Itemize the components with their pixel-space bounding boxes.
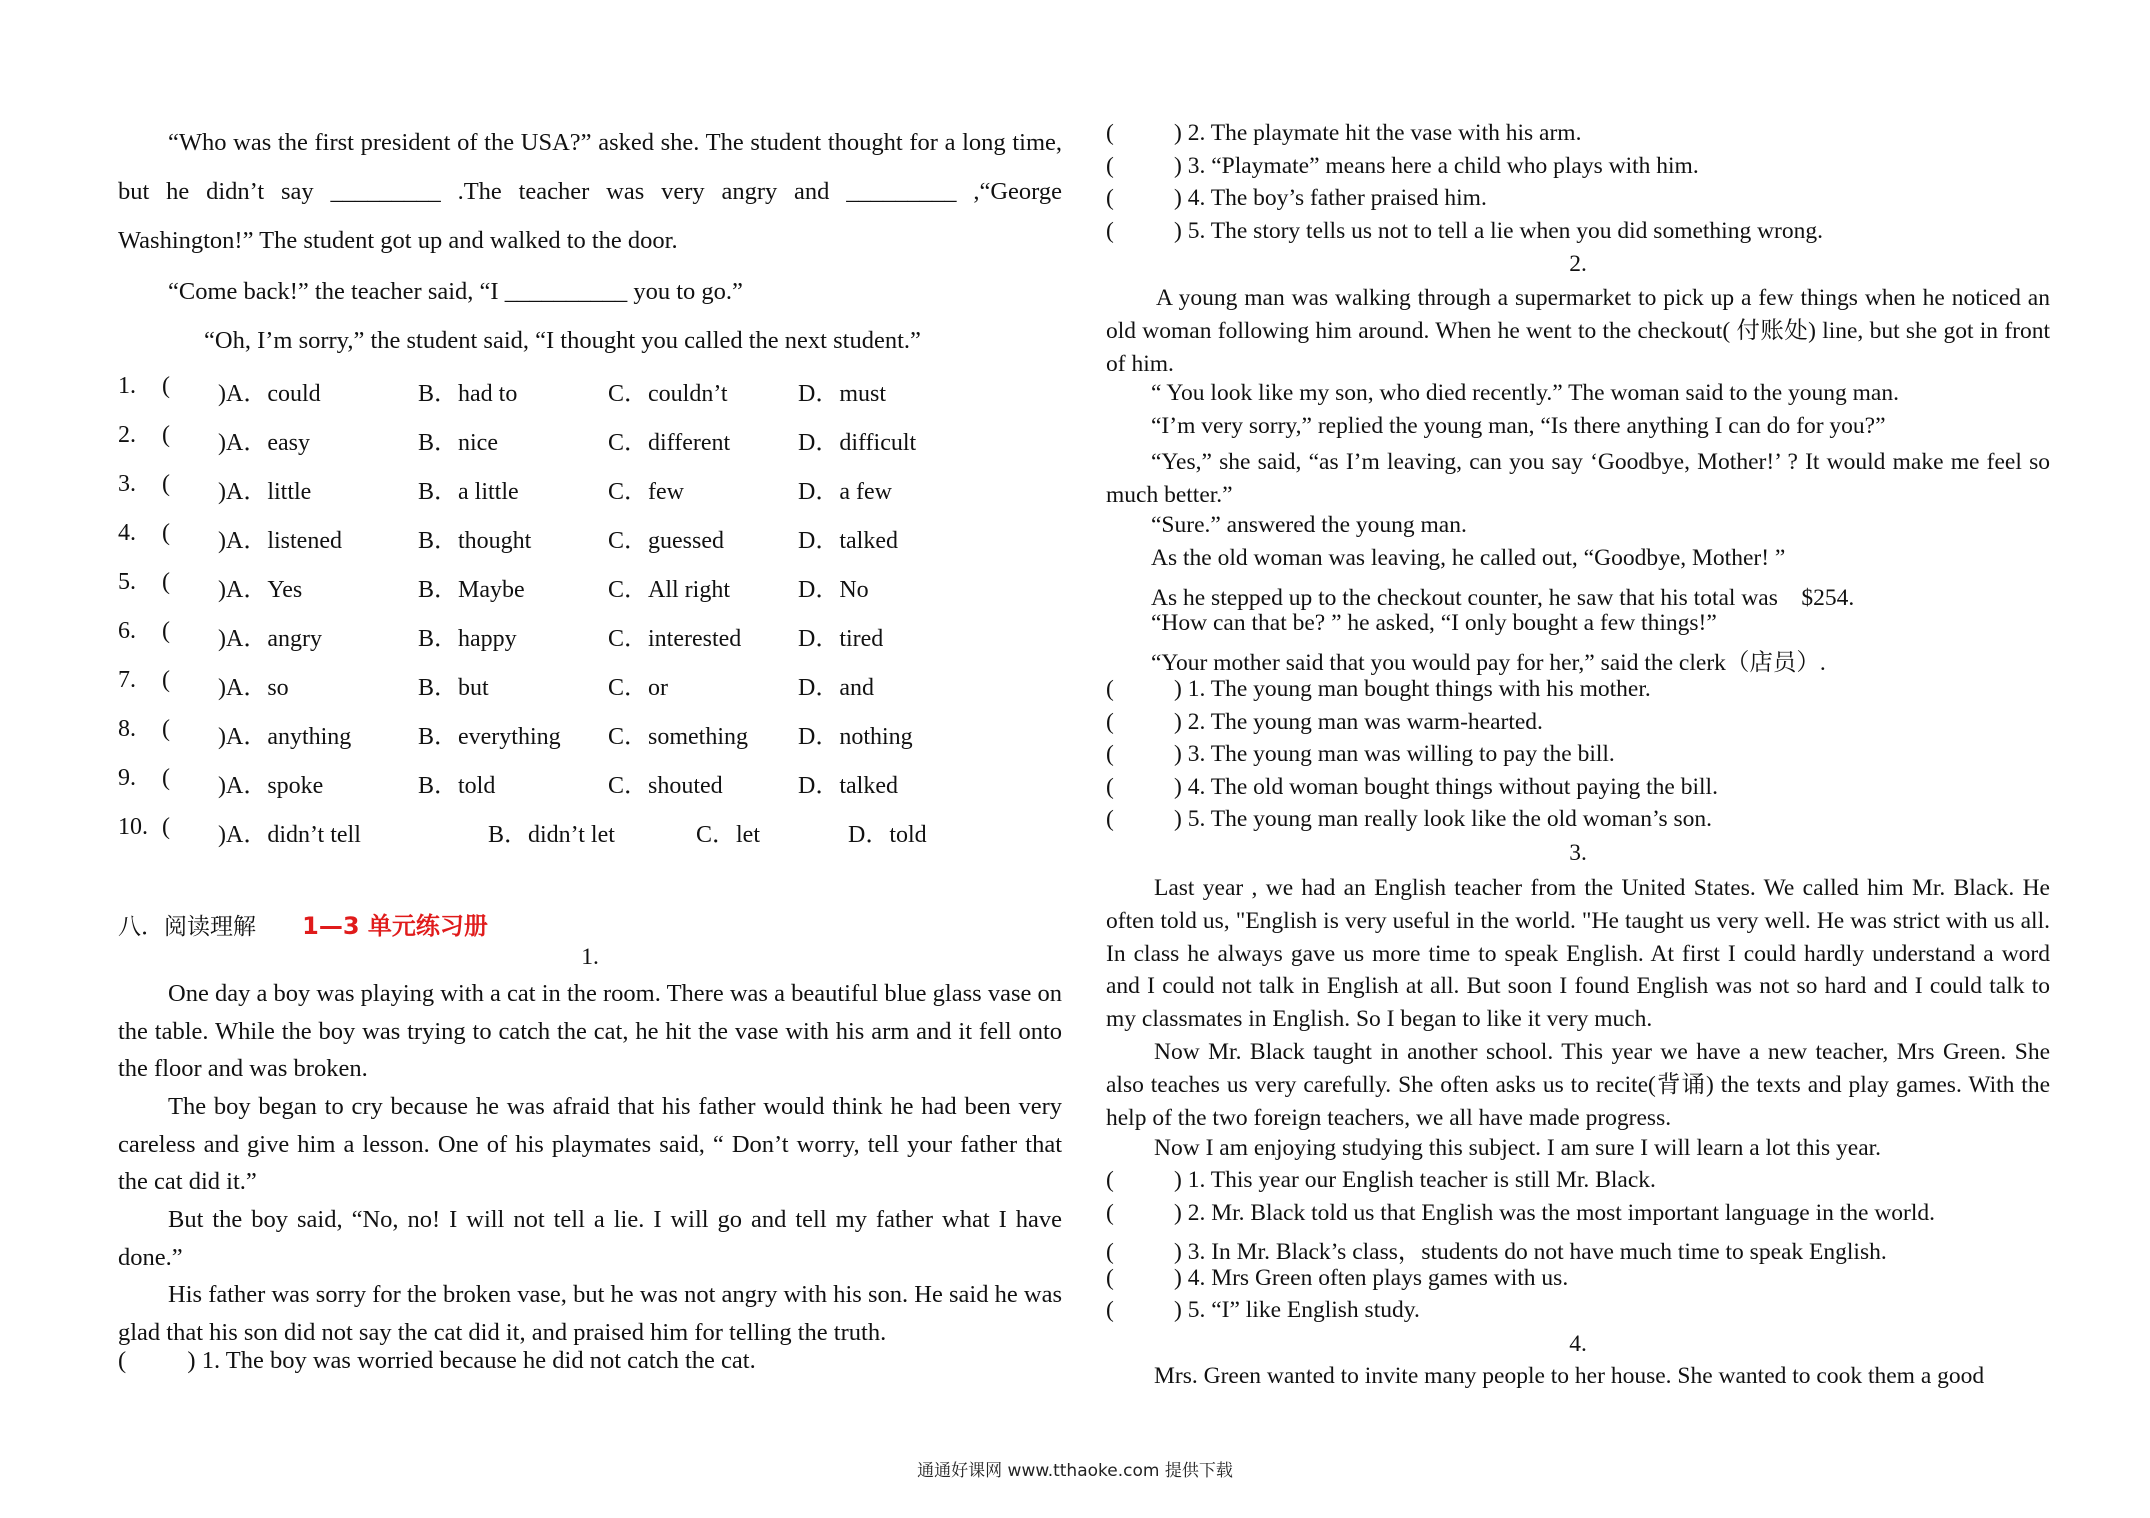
passage-2-question-3 bbox=[1106, 741, 1615, 768]
passage-3-question-2 bbox=[1106, 1200, 1935, 1227]
answer-paren: ( bbox=[162, 814, 170, 840]
answer-paren: ( bbox=[162, 373, 170, 399]
question-text: ) 2. Mr. Black told us that English was the most important language in the world. bbox=[1174, 1199, 1936, 1226]
passage-3-para-2: Now Mr. Black taught in another school. This year we have a new teacher, Mrs Green. She also teaches us very carefully. She often asks us to recite(背诵) the texts and play games. With the help of the two foreign teachers, we all have made progress. bbox=[1106, 1039, 2050, 1131]
passage-2-para-8: “How can that be? ” he asked, “I only bought a few things!” bbox=[1151, 610, 1717, 636]
question-text: ) 3. “Playmate” means here a child who plays with him. bbox=[1174, 152, 1699, 179]
option-c: C．different bbox=[608, 430, 731, 456]
answer-paren: ( bbox=[1106, 185, 1114, 212]
option-c: C．or bbox=[608, 675, 668, 701]
question-text: ) 5. The young man really look like the old woman’s son. bbox=[1174, 806, 1713, 833]
option-a: )A．little bbox=[218, 479, 312, 505]
option-d: D．must bbox=[798, 381, 887, 407]
option-a: )A．anything bbox=[218, 724, 352, 750]
option-b: B．but bbox=[418, 675, 489, 701]
section-heading bbox=[118, 906, 488, 941]
answer-paren: ( bbox=[162, 765, 170, 791]
question-text: ) 2. The young man was warm-hearted. bbox=[1174, 708, 1543, 735]
question-number: 1. bbox=[118, 373, 136, 399]
option-a: )A．so bbox=[218, 675, 289, 701]
question-text: ) 4. Mrs Green often plays games with us. bbox=[1174, 1264, 1569, 1291]
answer-paren: ( bbox=[1106, 120, 1114, 146]
question-text: ) 2. The playmate hit the vase with his arm. bbox=[1174, 120, 1582, 146]
option-a: )A．could bbox=[218, 381, 321, 407]
option-b: B．nice bbox=[418, 430, 498, 456]
answer-paren: ( bbox=[162, 667, 170, 693]
answer-paren: ( bbox=[1106, 152, 1114, 179]
passage-2-para-9: “Your mother said that you would pay for her,” said the clerk（店员）. bbox=[1151, 650, 1826, 676]
option-c: C．let bbox=[696, 822, 760, 848]
passage-2-para-3: “I’m very sorry,” replied the young man, “Is there anything I can do for you?” bbox=[1151, 413, 1886, 439]
passage-1-question-1: ( ) 1. The boy was worried because he did not catch the cat. bbox=[118, 1347, 756, 1374]
question-text: ) 4. The old woman bought things without paying the bill. bbox=[1174, 773, 1718, 800]
answer-paren: ( bbox=[162, 716, 170, 742]
passage-4-number: 4. bbox=[1569, 1331, 1587, 1357]
option-a: )A．didn’t tell bbox=[218, 822, 361, 848]
section-note: 1—3 单元练习册 bbox=[302, 912, 488, 940]
question-number: 8. bbox=[118, 716, 136, 742]
passage-2-number: 2. bbox=[1569, 251, 1587, 277]
passage-2-para-4: “Yes,” she said, “as I’m leaving, can you say ‘Goodbye, Mother!’ ? It would make me feel so much better.” bbox=[1106, 449, 2050, 508]
option-b: B．everything bbox=[418, 724, 561, 750]
question-text: ) 3. In Mr. Black’s class，students do not have much time to speak English. bbox=[1174, 1239, 1887, 1266]
option-d: D．nothing bbox=[798, 724, 913, 750]
passage-2-para-7: As he stepped up to the checkout counter, he saw that his total was $254. bbox=[1151, 585, 1855, 611]
passage-2-question-4 bbox=[1106, 774, 1718, 801]
passage-1-para-4: His father was sorry for the broken vase, but he was not angry with his son. He said he was glad that his son did not say the cat did it, and praised him for telling the truth. bbox=[118, 1281, 1062, 1346]
answer-paren: ( bbox=[1106, 1199, 1114, 1226]
cloze-paragraph-3: “Oh, I’m sorry,” the student said, “I thought you called the next student.” bbox=[204, 327, 921, 354]
option-a: )A．easy bbox=[218, 430, 310, 456]
passage-3-question-4 bbox=[1106, 1265, 1568, 1292]
question-text: ) 5. The story tells us not to tell a lie when you did something wrong. bbox=[1174, 217, 1824, 244]
answer-paren: ( bbox=[1106, 676, 1114, 702]
question-number: 9. bbox=[118, 765, 136, 791]
answer-paren: ( bbox=[162, 422, 170, 448]
option-d: D．and bbox=[798, 675, 874, 701]
option-b: B．Maybe bbox=[418, 577, 525, 603]
option-b: B．had to bbox=[418, 381, 518, 407]
option-d: D．tired bbox=[798, 626, 884, 652]
passage-4-para-1: Mrs. Green wanted to invite many people to her house. She wanted to cook them a good bbox=[1154, 1363, 1985, 1389]
answer-paren: ( bbox=[1106, 741, 1114, 768]
answer-paren: ( bbox=[162, 618, 170, 644]
answer-paren: ( bbox=[162, 569, 170, 595]
question-number: 3. bbox=[118, 471, 136, 497]
passage-2-question-2 bbox=[1106, 709, 1543, 736]
passage-1-question-4 bbox=[1106, 218, 1823, 245]
option-b: B．didn’t let bbox=[488, 822, 615, 848]
passage-1-para-1: One day a boy was playing with a cat in the room. There was a beautiful blue glass vase on the table. While the boy was trying to catch the cat, he hit the vase with his arm and it fell onto the floor and was broken. bbox=[118, 980, 1062, 1082]
question-text: ) 1. The young man bought things with his mother. bbox=[1174, 676, 1651, 702]
question-text: ) 1. This year our English teacher is still Mr. Black. bbox=[1174, 1167, 1656, 1193]
option-c: C．something bbox=[608, 724, 749, 750]
question-text: ) 4. The boy’s father praised him. bbox=[1174, 185, 1487, 212]
option-d: D．No bbox=[798, 577, 869, 603]
question-number: 6. bbox=[118, 618, 136, 644]
option-b: B．told bbox=[418, 773, 496, 799]
passage-2-para-6: As the old woman was leaving, he called out, “Goodbye, Mother! ” bbox=[1151, 545, 1786, 571]
question-number: 2. bbox=[118, 422, 136, 448]
option-c: C．interested bbox=[608, 626, 742, 652]
option-c: C．couldn’t bbox=[608, 381, 728, 407]
passage-1-number: 1. bbox=[581, 944, 599, 970]
question-text: ) 5. “I” like English study. bbox=[1174, 1297, 1420, 1324]
option-b: B．a little bbox=[418, 479, 519, 505]
question-number: 7. bbox=[118, 667, 136, 693]
passage-2-para-2: “ You look like my son, who died recently.” The woman said to the young man. bbox=[1151, 380, 1899, 406]
passage-1-question-3 bbox=[1106, 185, 1487, 212]
passage-2-para-1: A young man was walking through a supermarket to pick up a few things when he noticed an old woman following him around. When he went to the checkout( 付账处) line, but she got in front of him. bbox=[1106, 285, 2050, 377]
answer-paren: ( bbox=[1106, 708, 1114, 735]
option-d: D．a few bbox=[798, 479, 892, 505]
passage-3-question-3 bbox=[1106, 1232, 1887, 1266]
option-d: D．talked bbox=[798, 528, 898, 554]
answer-paren: ( bbox=[1106, 1239, 1114, 1266]
option-c: C．guessed bbox=[608, 528, 724, 554]
answer-paren: ( bbox=[162, 520, 170, 546]
passage-1-question-1 bbox=[1106, 120, 1581, 147]
option-c: C．All right bbox=[608, 577, 731, 603]
answer-paren: ( bbox=[1106, 773, 1114, 800]
answer-paren: ( bbox=[1106, 217, 1114, 244]
question-number: 5. bbox=[118, 569, 136, 595]
option-b: B．thought bbox=[418, 528, 532, 554]
question-number: 4. bbox=[118, 520, 136, 546]
answer-paren: ( bbox=[1106, 1264, 1114, 1291]
option-d: D．talked bbox=[798, 773, 898, 799]
passage-3-para-1: Last year , we had an English teacher from the United States. We called him Mr. Black. He often told us, "English is very useful in the world. "He taught us very well. He was strict with us all. In class he always gave us more time to speak English. At first I could hardly understand a word and I could not talk in English at all. But soon I found English was not so hard and I could talk to my classmates in English. So I began to like it very much. bbox=[1106, 875, 2050, 1033]
passage-3-para-3: Now I am enjoying studying this subject. I am sure I will learn a lot this year. bbox=[1154, 1135, 1882, 1161]
option-d: D．told bbox=[848, 822, 927, 848]
passage-1-question-2 bbox=[1106, 153, 1699, 180]
passage-2-question-5 bbox=[1106, 806, 1712, 833]
answer-paren: ( bbox=[1106, 1167, 1114, 1193]
page-footer: 通通好课网 www.tthaoke.com 提供下载 bbox=[917, 1461, 1233, 1481]
section-title: 八．阅读理解 bbox=[118, 914, 256, 940]
question-number: 10. bbox=[118, 814, 148, 840]
option-c: C．shouted bbox=[608, 773, 723, 799]
passage-1-para-2: The boy began to cry because he was afraid that his father would think he had been very careless and give him a lesson. One of his playmates said, “ Don’t worry, tell your father that the cat did it.” bbox=[118, 1093, 1062, 1195]
answer-paren: ( bbox=[1106, 1297, 1114, 1324]
passage-3-question-1 bbox=[1106, 1167, 1656, 1194]
cloze-paragraph-1: “Who was the first president of the USA?” asked she. The student thought for a long time, but he didn’t say _________ .The teacher was very angry and _________ ,“George Washington!” The student got up and walked to the door. bbox=[118, 129, 1062, 254]
question-text: ) 3. The young man was willing to pay the bill. bbox=[1174, 741, 1615, 768]
answer-paren: ( bbox=[1106, 806, 1114, 833]
option-c: C．few bbox=[608, 479, 684, 505]
passage-3-number: 3. bbox=[1569, 840, 1587, 866]
option-a: )A．spoke bbox=[218, 773, 324, 799]
passage-2-question-1 bbox=[1106, 676, 1651, 703]
cloze-paragraph-2: “Come back!” the teacher said, “I __________ you to go.” bbox=[168, 278, 743, 305]
option-a: )A．angry bbox=[218, 626, 322, 652]
passage-2-para-5: “Sure.” answered the young man. bbox=[1151, 512, 1467, 538]
option-b: B．happy bbox=[418, 626, 517, 652]
passage-1-para-3: But the boy said, “No, no! I will not tell a lie. I will go and tell my father what I have done.” bbox=[118, 1206, 1062, 1271]
answer-paren: ( bbox=[162, 471, 170, 497]
option-a: )A．Yes bbox=[218, 577, 303, 603]
option-a: )A．listened bbox=[218, 528, 342, 554]
option-d: D．difficult bbox=[798, 430, 917, 456]
passage-3-question-5 bbox=[1106, 1297, 1420, 1324]
